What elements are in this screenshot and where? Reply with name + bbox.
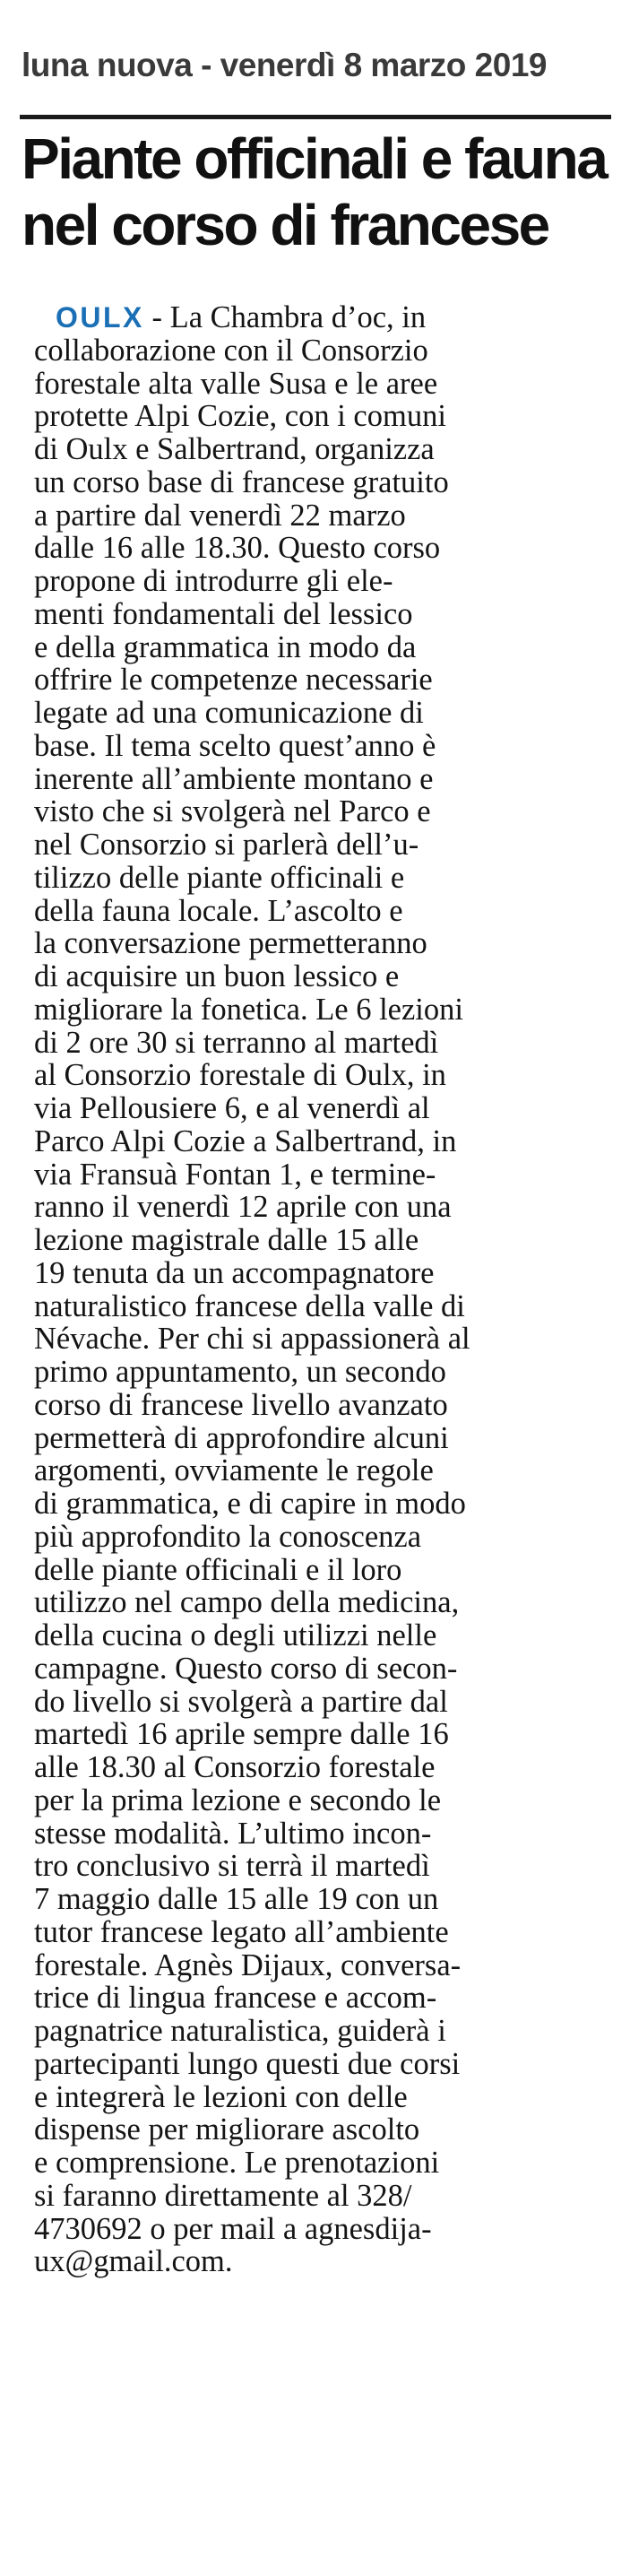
article-line: tutor francese legato all’ambiente [34,1914,449,1949]
article-line: migliorare la fonetica. Le 6 lezioni [34,992,463,1027]
article-line: delle piante officinali e il loro [34,1552,402,1587]
article-line: argomenti, ovviamente le regole [34,1453,434,1488]
article-line: menti fondamentali del lessico [34,596,413,631]
article-line: base. Il tema scelto quest’anno è [34,728,436,763]
article-line: ux@gmail.com. [34,2244,233,2279]
article-line: 4730692 o per mail a agnesdija- [34,2211,432,2246]
article-line: propone di introdurre gli ele- [34,564,393,598]
article-line: visto che si svolgerà nel Parco e [34,794,431,829]
article-line: lezione magistrale dalle 15 alle [34,1223,419,1257]
article-line: protette Alpi Cozie, con i comuni [34,399,446,434]
article-line: dispense per migliorare ascolto [34,2112,420,2147]
article-line: più approfondito la conoscenza [34,1519,422,1554]
article-line: primo appuntamento, un secondo [34,1355,446,1389]
article-line: trice di lingua francese e accom- [34,1981,437,2016]
article-line: martedì 16 aprile sempre dalle 16 [34,1717,449,1752]
article-line: forestale. Agnès Dijaux, conversa- [34,1947,462,1982]
article-line: e integrerà le lezioni con delle [34,2079,408,2114]
article-line: la conversazione permetteranno [34,926,427,961]
article-line: 7 maggio dalle 15 alle 19 con un [34,1882,439,1916]
article-line: nel Consorzio si parlerà dell’u- [34,828,419,862]
article-line: e comprensione. Le prenotazioni [34,2146,440,2180]
headline-line: nel corso di francese [22,193,548,257]
article-line: stesse modalità. L’ultimo incon- [34,1816,432,1851]
article-line: partecipanti lungo questi due corsi [34,2046,461,2081]
article-line: pagnatrice naturalistica, guiderà i [34,2014,446,2048]
article-line: via Pellousiere 6, e al venerdì al [34,1091,430,1125]
article-line: tro conclusivo si terrà il martedì [34,1849,430,1884]
article-line: ranno il venerdì 12 aprile con una [34,1190,452,1225]
article-line: inerente all’ambiente montano e [34,761,434,796]
article-line: per la prima lezione e secondo le [34,1782,442,1817]
article-line: campagne. Questo corso di secon- [34,1651,458,1686]
article-line-text: - La Chambra d’oc, in [143,300,427,334]
article-line: Névache. Per chi si appassionerà al [34,1322,470,1357]
article-line: tilizzo delle piante officinali e [34,860,405,895]
article-line: utilizzo nel campo della medicina, [34,1585,460,1620]
article-line: della cucina o degli utilizzi nelle [34,1618,437,1652]
article-line: un corso base di francese gratuito [34,464,449,499]
article-line: do livello si svolgerà a partire dal [34,1684,448,1719]
article-line: della fauna locale. L’ascolto e [34,893,403,928]
article-line: si faranno direttamente al 328/ [34,2178,412,2213]
article-line: via Fransuà Fontan 1, e termine- [34,1157,436,1192]
article-line: legate ad una comunicazione di [34,696,424,730]
dateline: OULX [56,301,144,334]
article-line: al Consorzio forestale di Oulx, in [34,1058,446,1093]
article-line: forestale alta valle Susa e le aree [34,366,438,401]
article-line: a partire dal venerdì 22 marzo [34,498,406,533]
article-line: di 2 ore 30 si terranno al martedì [34,1025,439,1060]
article-line-first [34,301,608,334]
article-line: di acquisire un buon lessico e [34,959,400,993]
article-line: di grammatica, e di capire in modo [34,1487,466,1521]
article-line: collaborazione con il Consorzio [34,333,428,368]
masthead: luna nuova - venerdì 8 marzo 2019 [22,47,547,83]
article-line: alle 18.30 al Consorzio forestale [34,1750,436,1784]
article-line: 19 tenuta da un accompagnatore [34,1255,435,1290]
article-line: e della grammatica in modo da [34,629,417,664]
headline [22,126,613,258]
article-line: Parco Alpi Cozie a Salbertrand, in [34,1123,457,1158]
article-line: offrire le competenze necessarie [34,663,433,698]
article-line: naturalistico francese della valle di [34,1288,465,1323]
article-body [34,301,608,2278]
article-line: dalle 16 alle 18.30. Questo corso [34,531,441,566]
article-line: di Oulx e Salbertrand, organizza [34,432,435,466]
article-line: permetterà di approfondire alcuni [34,1420,449,1455]
headline-line: Piante officinali e fauna [22,126,607,191]
masthead-rule [20,115,611,119]
article-line: corso di francese livello avanzato [34,1387,448,1422]
